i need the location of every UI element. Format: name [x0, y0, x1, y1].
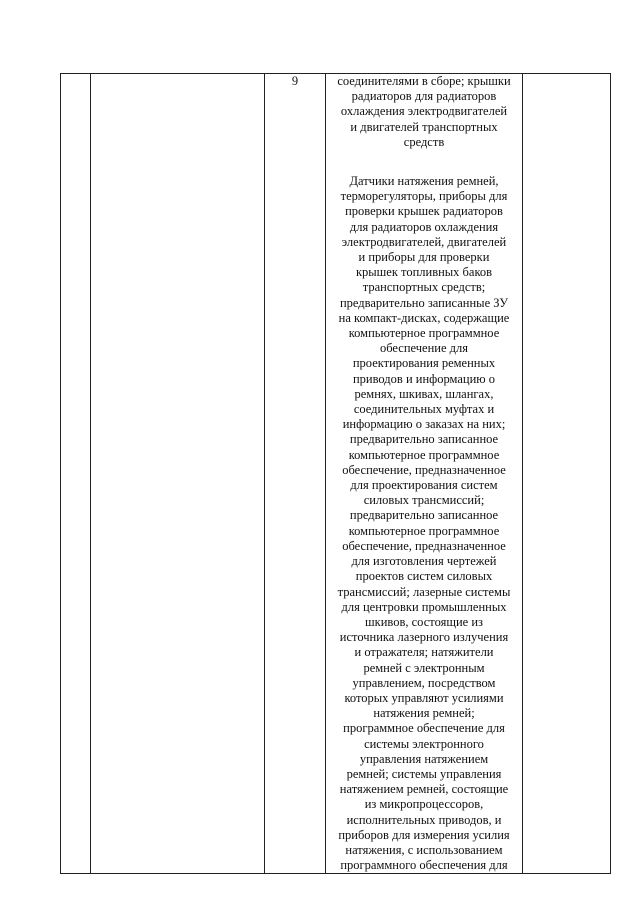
- text-line: проектов систем силовых: [355, 569, 493, 584]
- text-line: предварительно записанное: [349, 508, 499, 523]
- text-line: транспортных средств;: [362, 280, 486, 295]
- text-line: натяжением ремней, состоящие: [339, 782, 509, 797]
- text-line: натяжения, с использованием: [345, 842, 503, 857]
- text-line: на компакт-дисках, содержащие: [338, 310, 510, 325]
- text-line: проектирования ременных: [352, 356, 496, 371]
- text-line: управления натяжением: [359, 751, 489, 766]
- text-line: силовых трансмиссий;: [363, 493, 485, 508]
- text-line: исполнительных приводов, и: [346, 812, 502, 827]
- text-line: радиаторов для радиаторов: [351, 89, 497, 104]
- text-line: из микропроцессоров,: [364, 797, 484, 812]
- goods-description-cell: [326, 74, 523, 874]
- text-line: шкивов, состоящие из: [365, 614, 483, 629]
- text-line: программного обеспечения для: [340, 858, 508, 873]
- text-line: ремней; системы управления: [346, 766, 502, 781]
- text-line: компьютерное программное: [348, 523, 500, 538]
- column-1-cell: [61, 74, 91, 874]
- text-line: обеспечение для: [379, 341, 468, 356]
- text-line: крышек топливных баков: [355, 265, 493, 280]
- text-line: источника лазерного излучения: [339, 630, 509, 645]
- text-line: предварительно записанное: [349, 432, 499, 447]
- text-line: обеспечение, предназначенное: [342, 462, 506, 477]
- text-line: трансмиссий; лазерные системы: [337, 584, 511, 599]
- text-line: соединителями в сборе; крышки: [337, 74, 511, 88]
- text-line: приборов для измерения усилия: [338, 827, 510, 842]
- text-line: для проектирования систем: [350, 478, 498, 493]
- goods-table: [60, 73, 611, 874]
- text-line: терморегуляторы, приборы для: [340, 189, 508, 204]
- text-line: которых управляют усилиями: [344, 690, 504, 705]
- continuation-text: [326, 74, 522, 150]
- class-9-text: [326, 174, 522, 873]
- text-line: ремней с электронным: [363, 660, 485, 675]
- text-line: электродвигателей, двигателей: [341, 234, 507, 249]
- column-5-cell: [523, 74, 611, 874]
- text-line: управлением, посредством: [352, 675, 496, 690]
- text-line: информацию о заказах на них;: [342, 417, 506, 432]
- text-line: для изготовления чертежей: [351, 554, 497, 569]
- text-line: приводов и информацию о: [352, 371, 496, 386]
- column-2-cell: [91, 74, 265, 874]
- text-line: компьютерное программное: [348, 326, 500, 341]
- text-line: предварительно записанные ЗУ: [339, 295, 509, 310]
- text-line: компьютерное программное: [348, 447, 500, 462]
- text-line: для центровки промышленных: [341, 599, 507, 614]
- class-number-cell: [265, 74, 326, 874]
- text-line: и приборы для проверки: [358, 250, 490, 265]
- text-line: программное обеспечение для: [343, 721, 505, 736]
- text-line: соединительных муфтах и: [353, 402, 495, 417]
- text-line: проверки крышек радиаторов: [345, 204, 503, 219]
- text-line: ремнях, шкивах, шлангах,: [354, 386, 494, 401]
- text-line: натяжения ремней;: [373, 706, 475, 721]
- text-line: охлаждения электродвигателей: [340, 104, 508, 119]
- text-line: и отражателя; натяжители: [354, 645, 494, 660]
- class-number: 9: [291, 74, 299, 88]
- table-row: [61, 74, 611, 874]
- text-line: и двигателей транспортных: [350, 119, 498, 134]
- text-line: Датчики натяжения ремней,: [349, 174, 499, 189]
- text-line: средств: [403, 134, 445, 149]
- text-line: для радиаторов охлаждения: [349, 219, 499, 234]
- text-line: системы электронного: [364, 736, 484, 751]
- text-line: обеспечение, предназначенное: [342, 538, 506, 553]
